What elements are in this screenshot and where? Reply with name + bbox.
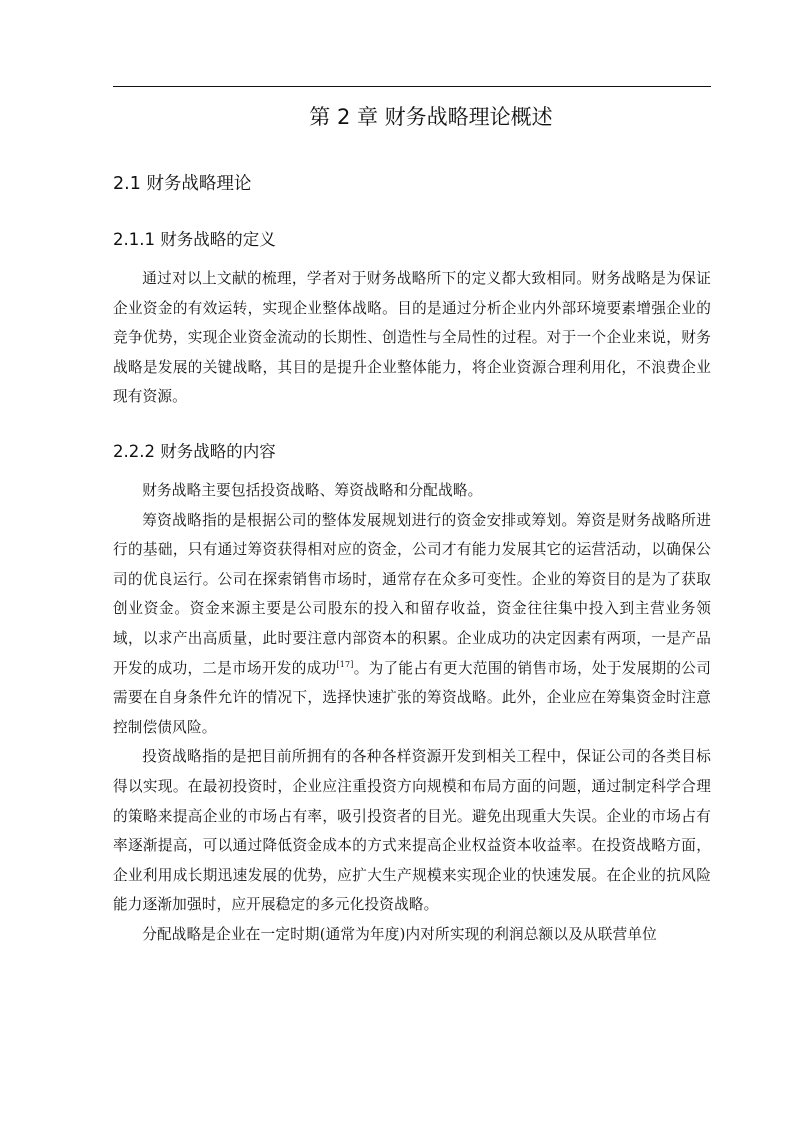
paragraph-definition: 通过对以上文献的梳理，学者对于财务战略所下的定义都大致相同。财务战略是为保证企业资金的有效运转，实现企业整体战略。目的是通过分析企业内外部环境要素增强企业的竞争优势，实现企业资金流动的长期性、创造性与全局性的过程。对于一个企业来说，财务战略是发展的关键战略，其目的是提升企业整体能力，将企业资源合理利用化，不浪费企业现有资源。 — [113, 270, 711, 406]
paragraph-financing-text-2: 。为了能占有更大范围的销售市场，处于发展期的公司需要在自身条件允许的情况下，选择快速扩张的筹资战略。此外，企业应在筹集资金时注意控制偿债风险。 — [113, 659, 711, 736]
paragraph-investment: 投资战略指的是把目前所拥有的各种各样资源开发到相关工程中，保证公司的各类目标得以实现。在最初投资时，企业应注重投资方向规模和布局方面的问题，通过制定科学合理的策略来提高企业的市场占有率，吸引投资者的目光。避免出现重大失误。企业的市场占有率逐渐提高，可以通过降低资金成本的方式来提高企业权益资本收益率。在投资战略方面，企业利用成长期迅速发展的优势，应扩大生产规模来实现企业的快速发展。在企业的抗风险能力逐渐加强时，应开展稳定的多元化投资战略。 — [113, 748, 711, 914]
paragraph-financing — [113, 506, 711, 743]
page-content — [113, 98, 711, 949]
header-rule — [113, 86, 711, 87]
section-title: 2.1 财务战略理论 — [113, 174, 252, 194]
citation-17: [17] — [336, 659, 354, 669]
paragraph-financing-text-1: 筹资战略指的是根据公司的整体发展规划进行的资金安排或筹划。筹资是财务战略所进行的基础，只有通过筹资获得相对应的资金，公司才有能力发展其它的运营活动，以确保公司的优良运行。公司在探索销售市场时，通常存在众多可变性。企业的筹资目的是为了获取创业资金。资金来源主要是公司股东的投入和留存收益，资金往往集中投入到主营业务领域，以求产出高质量，此时要注意内部资本的积累。企业成功的决定因素有两项，一是产品开发的成功，二是市场开发的成功 — [113, 511, 711, 677]
paragraph-intro: 财务战略主要包括投资战略、筹资战略和分配战略。 — [142, 481, 483, 499]
chapter-title: 第 2 章 财务战略理论概述 — [309, 105, 553, 129]
subsection-title-content: 2.2.2 财务战略的内容 — [113, 441, 276, 461]
subsection-title-definition: 2.1.1 财务战略的定义 — [113, 230, 276, 249]
paragraph-distribution: 分配战略是企业在一定时期(通常为年度)内对所实现的利润总额以及从联营单位 — [142, 925, 657, 943]
